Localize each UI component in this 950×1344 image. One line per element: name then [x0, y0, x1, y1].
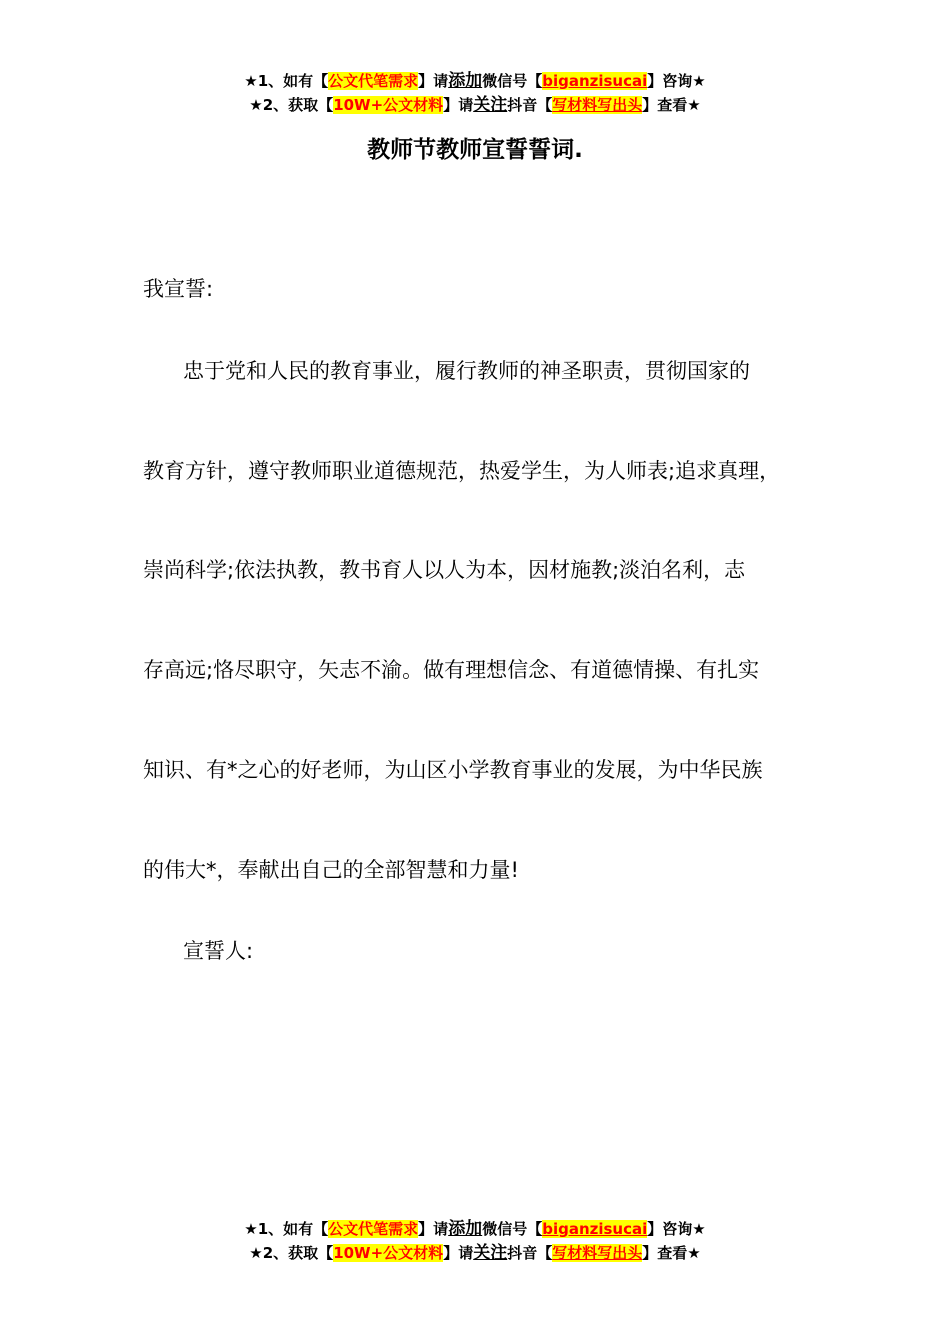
oath-signature-label: 宣誓人: [183, 939, 254, 963]
body-paragraph: 忠于党和人民的教育事业，履行教师的神圣职责，贯彻国家的 [183, 359, 750, 383]
add-emphasis: 添加 [448, 71, 483, 91]
promo-text: ★1、如有【 [244, 1220, 329, 1238]
materials-highlight: 10W+公文材料 [333, 96, 444, 114]
add-emphasis: 添加 [448, 1219, 483, 1239]
service-highlight: 公文代笔需求 [328, 72, 419, 90]
wechat-id-highlight: biganzisucai [542, 1220, 648, 1238]
promo-line-2 [0, 93, 950, 117]
promo-text: 】查看★ [642, 96, 701, 114]
douyin-id-highlight: 写材料写出头 [552, 1244, 643, 1262]
footer-promo [0, 1217, 950, 1265]
body-paragraph: 我宣誓: [143, 277, 214, 301]
follow-emphasis: 关注 [473, 1243, 508, 1263]
follow-emphasis: 关注 [473, 95, 508, 115]
promo-text: ★2、获取【 [249, 96, 334, 114]
promo-line-2 [0, 1241, 950, 1265]
body-paragraph: 的伟大*，奉献出自己的全部智慧和力量! [143, 858, 519, 882]
promo-text: 】查看★ [642, 1244, 701, 1262]
promo-text: 抖音【 [507, 96, 553, 114]
promo-text: 微信号【 [482, 72, 543, 90]
douyin-id-highlight: 写材料写出头 [552, 96, 643, 114]
service-highlight: 公文代笔需求 [328, 1220, 419, 1238]
promo-text: 微信号【 [482, 1220, 543, 1238]
wechat-id-highlight: biganzisucai [542, 72, 648, 90]
promo-line-1 [0, 69, 950, 93]
promo-text: 】请 [418, 1220, 449, 1238]
promo-text: ★1、如有【 [244, 72, 329, 90]
promo-text: 】请 [443, 96, 474, 114]
promo-text: 】咨询★ [647, 72, 706, 90]
promo-text: 】请 [443, 1244, 474, 1262]
header-promo [0, 69, 950, 117]
body-paragraph: 存高远;恪尽职守，矢志不渝。做有理想信念、有道德情操、有扎实 [143, 658, 760, 682]
promo-text: ★2、获取【 [249, 1244, 334, 1262]
promo-text: 】请 [418, 72, 449, 90]
body-paragraph: 知识、有*之心的好老师，为山区小学教育事业的发展，为中华民族 [143, 758, 763, 782]
promo-text: 抖音【 [507, 1244, 553, 1262]
promo-text: 】咨询★ [647, 1220, 706, 1238]
body-paragraph: 教育方针，遵守教师职业道德规范，热爱学生，为人师表;追求真理， [143, 459, 781, 483]
document-title: 教师节教师宣誓誓词. [367, 137, 583, 163]
body-paragraph: 崇尚科学;依法执教，教书育人以人为本，因材施教;淡泊名利，志 [143, 558, 746, 582]
promo-line-1 [0, 1217, 950, 1241]
materials-highlight: 10W+公文材料 [333, 1244, 444, 1262]
